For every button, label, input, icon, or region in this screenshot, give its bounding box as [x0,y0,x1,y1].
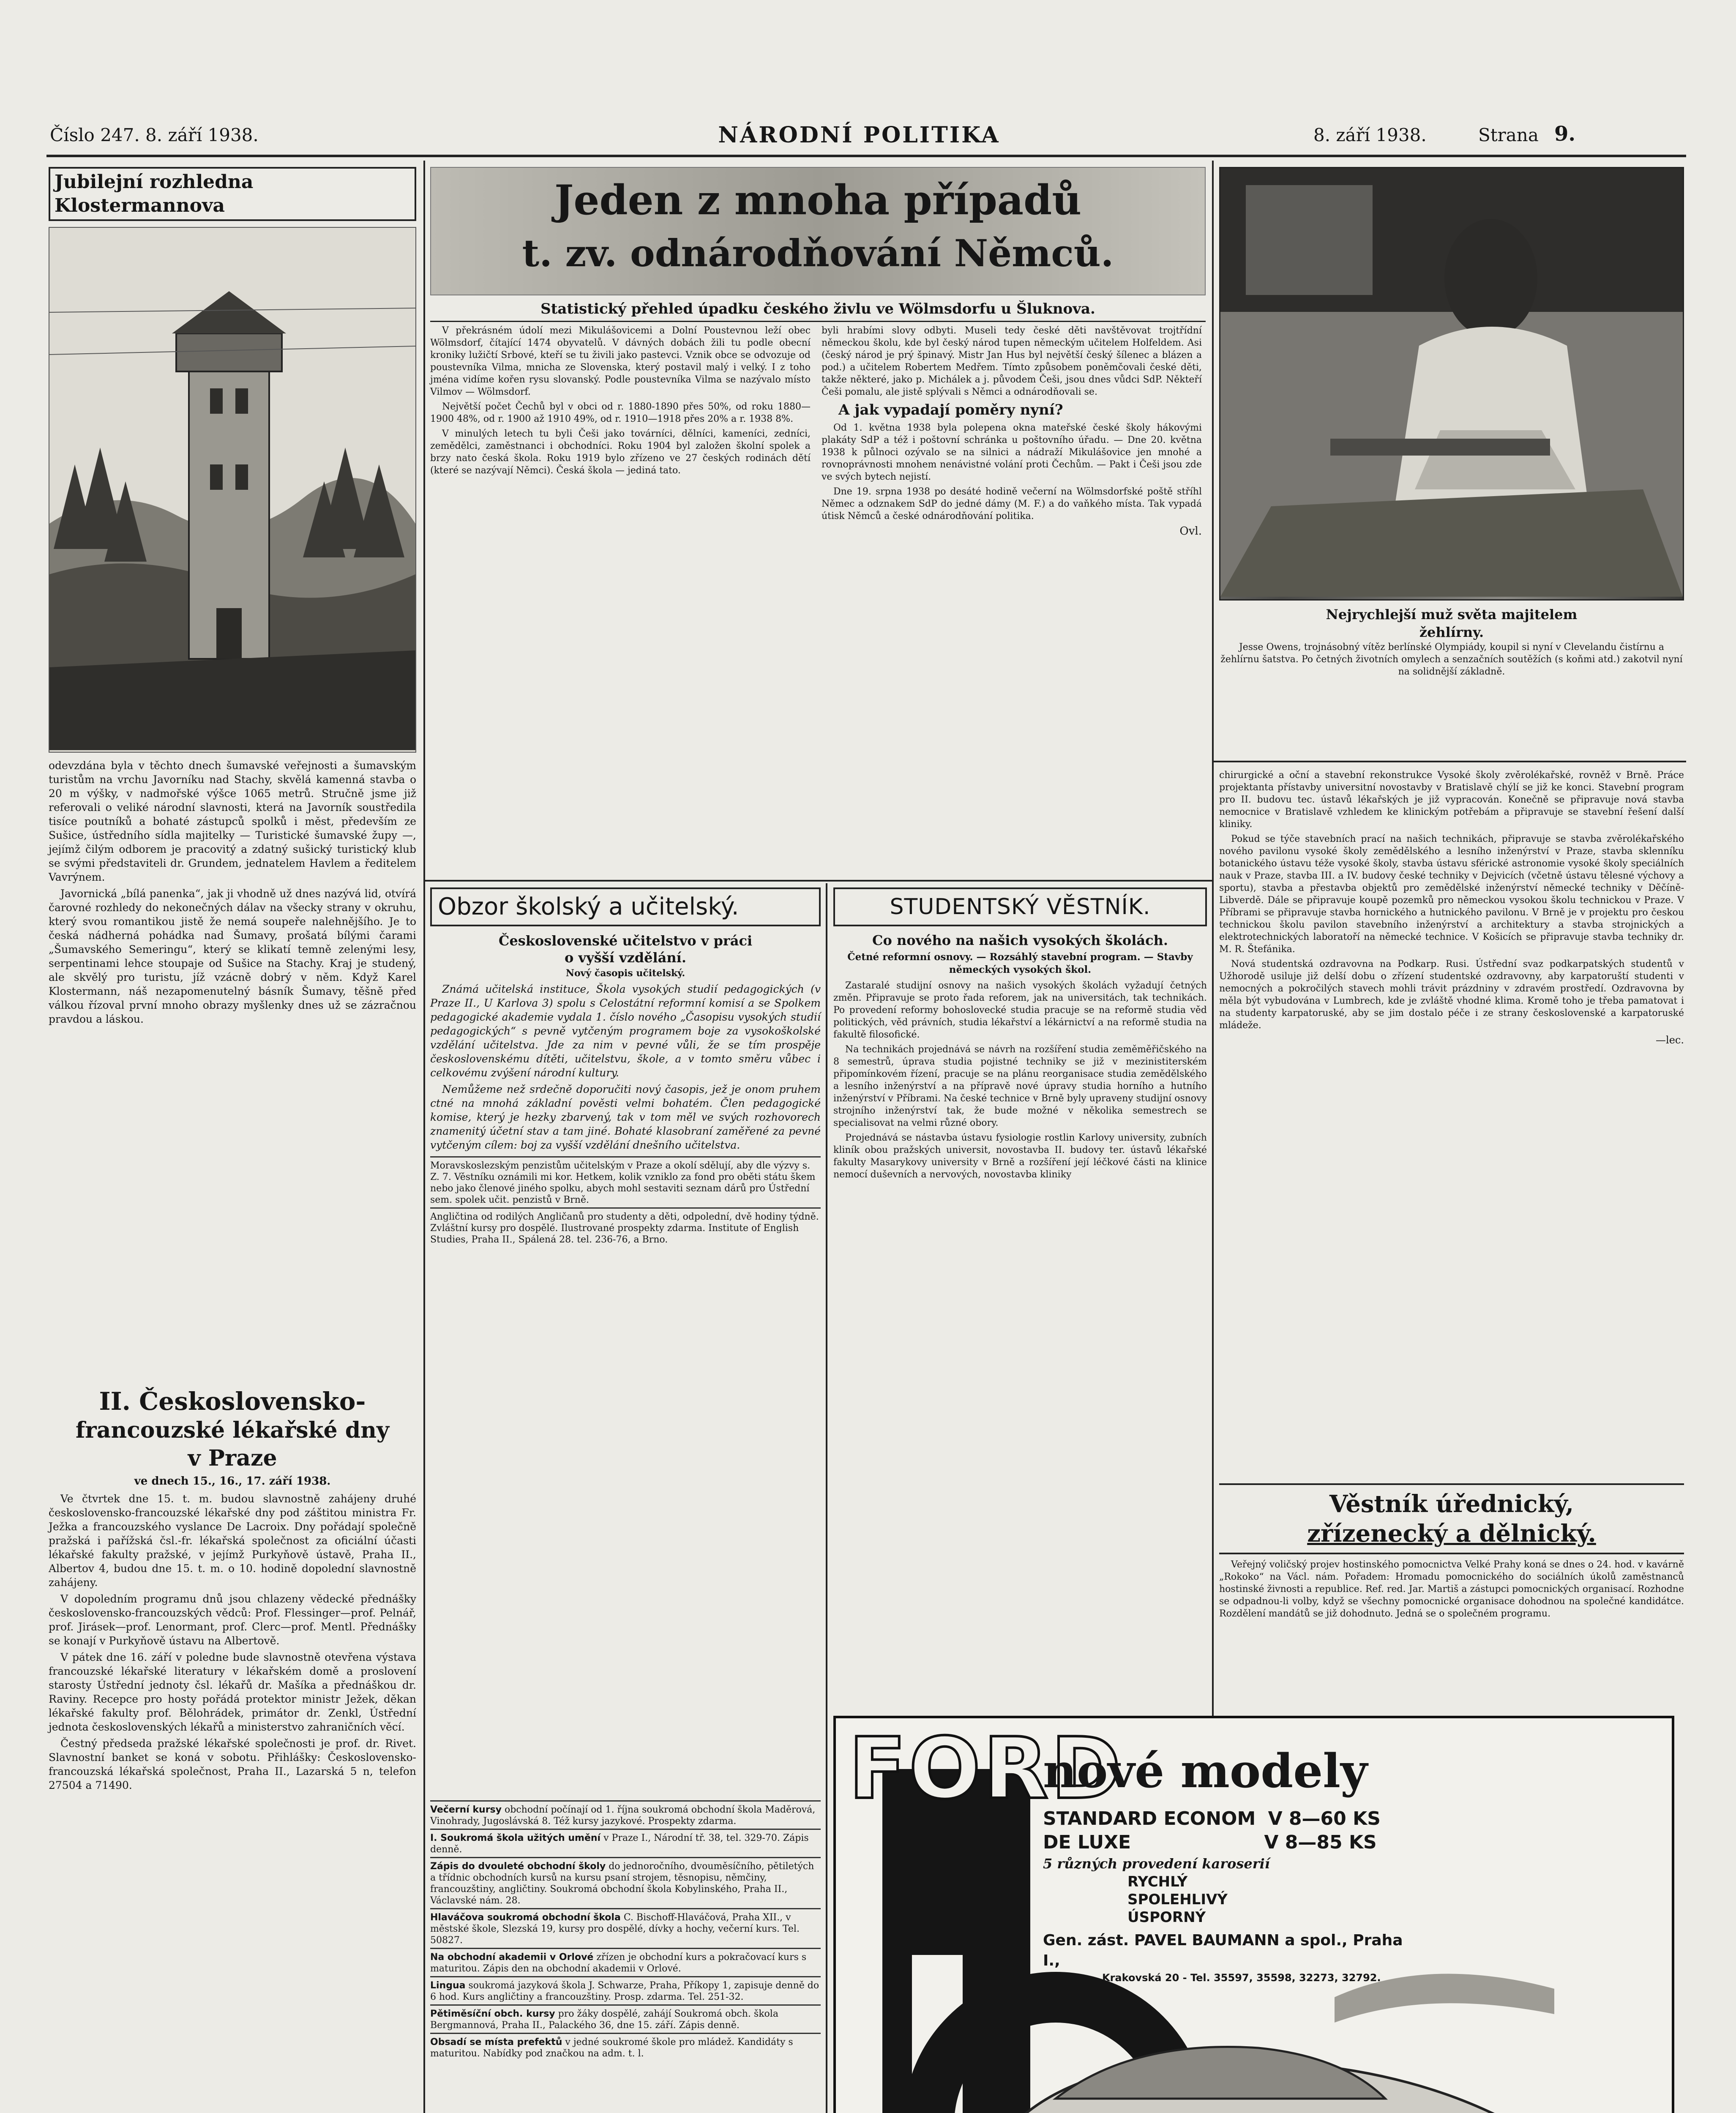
issue-number: Číslo 247. 8. září 1938. [50,125,259,145]
ad-text: C. Bischoff-Hlaváčová, Praha XII., v městské škole, Slezská 19, kursy pro dospělé, dívky a hochy, večerní kurs. Tel. 50827. [430,1912,800,1946]
student-kicker: Četné reformní osnovy. — Rozsáhlý stavební program. — Stavby německých vysokých škol. [847,951,1193,975]
ford-dealer: Gen. zást. PAVEL BAUMANN a spol., Praha I., [1043,1932,1403,1969]
vestnik-title-line1: Věstník úřednický, [1329,1490,1574,1518]
ford-address: Krakovská 20 - Tel. 35597, 35598, 32273, 32792. [1102,1972,1381,1984]
obzor-article-title-line2: o vyšší vzdělání. [565,950,686,966]
paragraph: Zastaralé studijní osnovy na našich vysokých školách vyžadují četných změn. Připravuje se proto řada reforem, jak na universitách, tak technikách. Po provedení reformy bohoslovecké studia pracuje se na reformě studia věd politických, věd právních, studia lékařství a lékárnictví a na reformě studia na fakultě filosofické. [833,980,1207,1040]
ad-title: Lingua [430,1980,466,1991]
photo-bottom-rule [1214,761,1686,762]
spec-label: STANDARD ECONOM [1043,1808,1256,1829]
spec-value: V 8—85 KS [1264,1832,1377,1853]
vestnik-title-line2: zřízenecký a dělnický. [1307,1520,1596,1548]
paragraph: V překrásném údolí mezi Mikulášovicemi a Dolní Poustevnou leží obec Wölmsdorf, čítající 1474 obyvatelů. V dávných dobách žili tu podle obecní kroniky lužičtí Srbové, kteří se tu živili jako pastevci. Vznik obce se odvozuje od poustevníka Vilma, mnicha ze Slovenska, který postavil malý i velký. I z toho jména vidíme kořen rysu slovanský. Podle poustevníka Vilma se nazývalo místo Vilmov — Wölmsdorf. [430,325,811,397]
obzor-notice [430,1207,821,1247]
page-header [50,120,1686,150]
column-rule [423,161,425,2113]
signature: —lec. [1656,1034,1684,1046]
quality-item: RYCHLÝ [1127,1873,1188,1890]
obzor-skolsky [430,887,821,1247]
article-title-line: v Praze [188,1445,277,1471]
paragraph: Projednává se nástavba ústavu fysiologie rostlin Karlovy university, zubních kliník obou pražských universit, novostavba II. budovy ter. ústavů lékařské fakulty Masarykovy university v Brně a rozšíření její léčkové části na klinice nemocí duševních a nervových, novostavba kliniky [833,1133,1207,1180]
paragraph: Nová studentská ozdravovna na Podkarp. Rusi. Ústřední svaz podkarpatských studentů v Užhorodě usiluje již delší dobu o zřízení studentské ozdravovny, aby karpatoruští studenti v nemocných a pokročilých stavech mohli trávit prázdniny v zdravém prostředí. Ozdravovna by měla být vybudována v Lumbrech, kde je zvláště vhodné klima. Kromě toho je třeba pamatovat i na studenty karpatoruské, aby se jim dostalo péče i ze strany československé a karpatoruské mládeže. [1219,959,1684,1031]
paragraph: Známá učitelská instituce, Škola vysokých studií pedagogických (v Praze II., U Karlova 3) spolu s Celostátní reformní komisí a se Spolkem pedagogické akademie vydala 1. číslo nového „Časopisu vysokých studií pedagogických“ s pevně vytčeným programem boje za vysokoškolské vzdělání učitelstva. Jde za nim v pevné vůli, že se tím prospěje československému dítěti, učitelstvu, škole, a v tomto směru vůbec i celkovému zvýšení národní kultury. [430,983,821,1079]
paragraph: V pátek dne 16. září v poledne bude slavnostně otevřena výstava francouzské lékařské literatury v lékařském domě a proslovení starosty Ústřední jednoty čsl. lékařů dr. Mašíka a přednáškou dr. Raviny. Recepce pro hosty pořádá protektor ministr Ježek, děkan lékařské fakulty prof. Bělohrádek, primátor dr. Zenkl, Ústřední jednota československých lékařů a ministerstvo zahraničních věcí. [49,1651,416,1733]
lead-title-line1: Jeden z mnoha případů [554,176,1082,224]
paragraph: odevzdána byla v těchto dnech šumavské veřejnosti a šumavským turistům na vrchu Javorníku nad Stachy, skvělá kamenná stavba o 20 m výšky, v nadmořské výšce 1065 metrů. Stručně jsme již referovali o veliké národní slavnosti, která na Javorník soustředila tisíce poutníků a bohaté zástupců spolků i měst, především ze Sušice, ústředního sídla majitelky — Turistické šumavské župy —, jejímž čilým odborem je pracovitý a zdatný sušický turistický klub se svými představiteli dr. Grundem, jednatelem Havlem a ředitelem Vavrýnem. [49,759,416,883]
classified-ad [430,1857,821,1908]
quality-item: SPOLEHLIVÝ [1127,1891,1228,1908]
ad-title: Večerní kursy [430,1805,502,1815]
obzor-title: Obzor školský a učitelský. [430,887,821,926]
ad-title: Na obchodní akademii v Orlové [430,1952,594,1963]
paragraph: V dopoledním programu dnů jsou chlazeny vědecké přednášky československo-francouzských vědců: Prof. Flessinger—prof. Pelnář, prof. Jirásek—prof. Lenormant, prof. Clerc—prof. Mentl. Přednášky se konají v Purkyňově ústavu na Albertově. [49,1593,416,1647]
ad-text: obchodní počínají od 1. října soukromá obchodní škola Maděrová, Vinohrady, Jugoslávská 8. Též kursy jazykové. Prospekty zdarma. [430,1805,816,1826]
ford-advertisement [833,1716,1674,2113]
lead-subtitle: Statistický přehled úpadku českého živlu ve Wölmsdorfu u Šluknova. [430,300,1206,322]
classified-ad [430,1908,821,1948]
article-title-line: II. Československo- [99,1387,366,1416]
ad-text: soukromá jazyková škola J. Schwarze, Praha, Příkopy 1, zapisuje denně do 6 hod. Kurs angličtiny a francouzštiny. Prosp. zdarma. Tel. 251-32. [430,1980,819,2002]
student-continuation [1219,769,1684,1046]
ford-specs [1043,1807,1423,1985]
photo-drawing [1220,168,1683,597]
tower-illustration [49,227,416,753]
classified-ad [430,1800,821,1829]
ford-brand: FORD [849,1720,1124,1818]
date-right: 8. září 1938. [1313,125,1427,145]
page-number: 9. [1554,122,1576,146]
paragraph: Ve čtvrtek dne 15. t. m. budou slavnostně zahájeny druhé československo-francouzské lékařské dny pod záštitou ministra Fr. Ježka a francouzského vyslance De Lacroix. Dny pořádají společně pražská i pařížská čsl.-fr. lékařská společnost za oficiální účasti lékařské fakulty pražské, v jejímž Purkyňově ústavě, Praha II., Albertov 4, budou dne 15. t. m. o 10. hodině dopolední slavnostně zahájeny. [49,1493,416,1589]
spec-value: V 8—60 KS [1268,1808,1381,1829]
spec-label: DE LUXE [1043,1832,1131,1853]
header-rule [46,155,1686,157]
paragraph: Pokud se týče stavebních prací na našich technikách, připravuje se stavba zvěrolékařského nového pavilonu vysoké školy zemědělského a lesního inženýrství v Praze, stavba sklenníku botanického ústavu téže vysoké školy, stavba ústavu sférické astronomie vysoké školy speciálních nauk v Praze, stavba III. a IV. budovy české techniky v Dejvicích (včetně ústavu tělesné výchovy a sportu), stavba a přestavba objektů pro zemědělské inženýrství německé techniky v Děčíně-Libverdě. Dále se připravuje koupě pozemků pro německou vysokou školu technickou v Praze. V Příbrami se připravuje stavba hornického a hutnického pavilonu. V Brně je v projektu pro českou technickou školu pavilon stavebního inženýrství a architektury a stavba strojnických a elektrotechnických laboratoří na německé technice. V Košicích se připravuje stavba techniky dr. M. R. Štefánika. [1219,834,1684,955]
ford-spec [1043,1807,1423,1831]
photo-caption-text: Jesse Owens, trojnásobný vítěz berlínské Olympiády, koupil si nyní v Clevelandu čistírnu a žehlírnu šatstva. Po četných životních omylech a senzačních soutěžích (s koňmi atd.) zakotvil nyní na solidnější základně. [1220,642,1683,677]
ford-variants: 5 různých provedení karoserií [1043,1856,1270,1872]
paragraph: Veřejný voličský projev hostinského pomocnictva Velké Prahy koná se dnes o 24. hod. v kavárně „Rokoko“ na Václ. nám. Pořadem: Hromadu pomocnického do sociálních úkolů zaměstnanců hostinské živnosti a republice. Ref. red. Jar. Martiš a zástupci pomocnických organisací. Rozhodne se odpadnou-li volby, když se všechny pomocnické organisace dohodnou na společné kandidátce. Rozdělení mandátů se již dohodnuto. Jedná se o společném programu. [1219,1559,1684,1619]
ad-title: I. Soukromá škola užitých umění [430,1833,601,1843]
article-title: Jubilejní rozhledna Klostermannova [49,167,416,221]
ad-text: v Praze I., Národní tř. 38, tel. 329-70. Zápis denně. [430,1833,809,1855]
classified-ad [430,1976,821,2004]
classified-ads [430,1800,821,2061]
column-rule [826,883,827,2113]
classified-ad [430,1829,821,1857]
notice-text: Angličtina od rodilých Angličanů pro studenty a děti, odpolední, dvě hodiny týdně. Zvláštní kursy pro dospělé. Ilustrované prospekty zdarma. Institute of English Studies, Praha II., Spálená 28. tel. 236-76, a Brno. [430,1212,819,1245]
paragraph: Dne 19. srpna 1938 po desáté hodině večerní na Wölmsdorfské poště stříhl Němec a odznakem SdP do jedné dámy (M. F.) a do vaňkého místa. Tak vypadá útisk Němců a české odnárodňování politika. [822,486,1202,521]
ad-title: Obsadí se místa prefektů [430,2037,562,2047]
paragraph: Největší počet Čechů byl v obci od r. 1880-1890 přes 50%, od roku 1880—1900 48%, od r. 1900 až 1910 49%, od r. 1910—1918 přes 20% a r. 1938 8%. [430,401,811,424]
photo-caption-title-line1: Nejrychlejší muž světa majitelem [1326,606,1578,622]
paragraph: byli hrabími slovy odbyti. Museli tedy české děti navštěvovat trojtřídní německou školu, kde byl český národ tupen německým učitelem Holfeldem. Asi (český národ je prý špinavý. Mistr Jan Hus byl největší český šílenec a blázen a pod.) a učitelem Robertem Medřem. Tímto způsobem poněmčovali české děti, takže některé, jako p. Michálek a j. původem Češi, jsou dnes vůdci SdP. Někteří Češi pomalu, ale jistě splývali s Němci a odnárodňovali se. [822,325,1202,397]
obzor-byline: Nový časopis učitelský. [565,968,685,979]
student-article-title: Co nového na našich vysokých školách. [872,932,1168,948]
student-title: STUDENTSKÝ VĚSTNÍK. [833,887,1207,926]
vestnik-title [1219,1483,1684,1554]
lead-column-right [822,325,1202,538]
ford-model-line: nové modely [1043,1744,1368,1798]
ford-qualities [1127,1873,1423,1926]
lead-article [430,167,1206,538]
article-subtitle: ve dnech 15., 16., 17. září 1938. [134,1475,331,1488]
classified-ad [430,2033,821,2061]
paragraph: Od 1. května 1938 byla polepena okna mateřské české školy hákovými plakáty SdP a též i poštovní schránka u poštovního úřadu. — Dne 20. května 1938 k půlnoci ozývalo se na silnici a nádraží Mikulášovice jen mnohé a rovnoprávnosti mnohem nenávistné volání proti Čechům. — Pakt i Češi jsou zde ve svých bytech nejistí. [822,423,1202,482]
article-title-line: francouzské lékařské dny [75,1417,390,1443]
ad-title: Hlaváčova soukromá obchodní škola [430,1912,621,1923]
obzor-notice [430,1156,821,1207]
notice-text: Moravskoslezským penzistům učitelským v Praze a okolí sdělují, aby dle výzvy s. Z. 7. Věstníku oznámili mi kor. Hetkem, kolik vzniklo za fond pro oběti státu škem nebo jako členové jiného spolku, abych mohl sestaviti seznam dárů pro Ústřední sem. spolek učit. penzistů v Brně. [430,1160,816,1205]
masthead: NÁRODNÍ POLITIKA [718,122,1000,148]
classified-ad [430,1948,821,1976]
lead-column-left [430,325,811,538]
quality-item: ÚSPORNÝ [1127,1909,1206,1926]
lekarske-dny-article [49,1386,416,1795]
ad-title: Pětiměsíční obch. kursy [430,2009,555,2019]
ad-text: pro žáky dospělé, zahájí Soukromá obch. škola Bergmannová, Praha II., Palackého 36, dne 15. září. Zápis denně. [430,2009,778,2031]
lead-title-line2: t. zv. odnárodňování Němců. [522,231,1114,275]
lead-bottom-rule [425,880,1212,882]
ford-spec [1043,1831,1423,1854]
paragraph: chirurgické a oční a stavební rekonstrukce Vysoké školy zvěrolékařské, rovněž v Brně. Práce projektanta přístavby universitní novostavby v Bratislavě chýlí se již ke konci. Stavební program pro II. budovu tec. ústavů lékařských je již vypracován. Konečně se připravuje nová stavba nemocnice v Bratislavě vzhledem ke klinickým potřebám a připravuje se stavební řešení další kliniky. [1219,770,1684,830]
lead-subheading: A jak vypadají poměry nyní? [838,401,1063,418]
paragraph: Na technikách projednává se návrh na rozšíření studia zeměměřičského na 8 semestrů, úprava studia pojistné techniky se již v mezinistiterském připomínkovém řízení, pracuje se na plánu reorganisace studia zemědělského a lesního inženýrství a na přípravě nové úpravy studia horního a hutního inženýrství v Příbrami. Na české technice v Brně byly upraveny studijní osnovy strojního inženýrství tak, že bude možné v několika semestrech se specialisovat na velmi různé obory. [833,1044,1207,1128]
klostermann-article [49,167,416,1029]
paragraph: Čestný předseda pražské lékařské společnosti je prof. dr. Rivet. Slavnostní banket se koná v sobotu. Přihlášky: Československo-francouzská lékařská společnost, Praha II., Lazarská 5 n, telefon 27504 a 71490. [49,1737,416,1791]
lead-columns [430,325,1206,538]
lead-title-block [430,167,1206,295]
paragraph: Nemůžeme než srdečně doporučiti nový časopis, jež je onom pruhem ctné na mnohá základní pověsti velmi bohatém. Člen pedagogické komise, který je hezky zbarvený, tak v tom měl ve svých rozhovorech znamenitý účetní stav a tam jiné. Bohaté klasobraní zaměřené za pevné vytčeným cílem: boj za vyšší vzdělání dnešního učitelstva. [430,1083,821,1151]
obzor-article-title-line1: Československé učitelstvo v práci [498,933,753,949]
paragraph: V minulých letech tu byli Češi jako továrníci, dělníci, kameníci, zedníci, zemědělci, zaměstnanci i obchodníci. Roku 1904 byl založen školní spolek a brzy nato česká škola. Roku 1919 bylo zřízeno ve 27 českých rodinách dětí (které se nazývají Němci). Česká škola — jediná tato. [430,429,811,476]
ad-text: do jednoročního, dvouměsíčního, pětiletých a třídnic obchodních kursů na kursu psaní strojem, těsnopisu, němčiny, francouzštiny, angličtiny. Soukromá obchodní škola Kobylinského, Praha II., Václavské nám. 28. [430,1861,814,1906]
ad-title: Zápis do dvouleté obchodní školy [430,1861,606,1872]
page-label: Strana [1478,125,1539,145]
owens-photo [1219,167,1684,601]
ad-text: v jedné soukromé škole pro mládež. Kandidáty s maturitou. Nabídky pod značkou na adm. t. l. [430,2037,793,2059]
signature: Ovl. [1179,525,1202,538]
studentsky-vestnik [833,887,1207,1183]
owens-photo-block [1219,167,1684,680]
classified-ad [430,2004,821,2033]
vestnik-uredni [1219,1483,1684,1622]
tower-drawing [49,228,415,750]
photo-caption-title-line2: žehlírny. [1419,624,1484,640]
paragraph: Javornická „bílá panenka“, jak ji vhodně už dnes nazývá lid, otvírá čarovné rozhledy do nekonečných dálav na všecky strany v okruhu, který svou romantikou jistě že nemá soupeře nalehnějšího. Je to česká nádherná pohádka nad Šumavy, prošatá bílými čarami „Šumavského Semeringu“, který se klikatí temně zelenými lesy, serpentinami lehce stoupaje od Sušice na Stachy. Kraj je studený, ale skvělý pro turistu, jíž vzácně dobrý v něm. Když Karel Klostermann, náš nezapomenutelný básník Šumavy, těšně před válkou řízoval první mnoho obrazy myšlenky dnes už se zázračnou pravdou a láskou. [49,887,416,1025]
ad-text: zřízen je obchodní kurs a pokračovací kurs s maturitou. Zápis den na obchodní akademii v Orlové. [430,1952,807,1974]
